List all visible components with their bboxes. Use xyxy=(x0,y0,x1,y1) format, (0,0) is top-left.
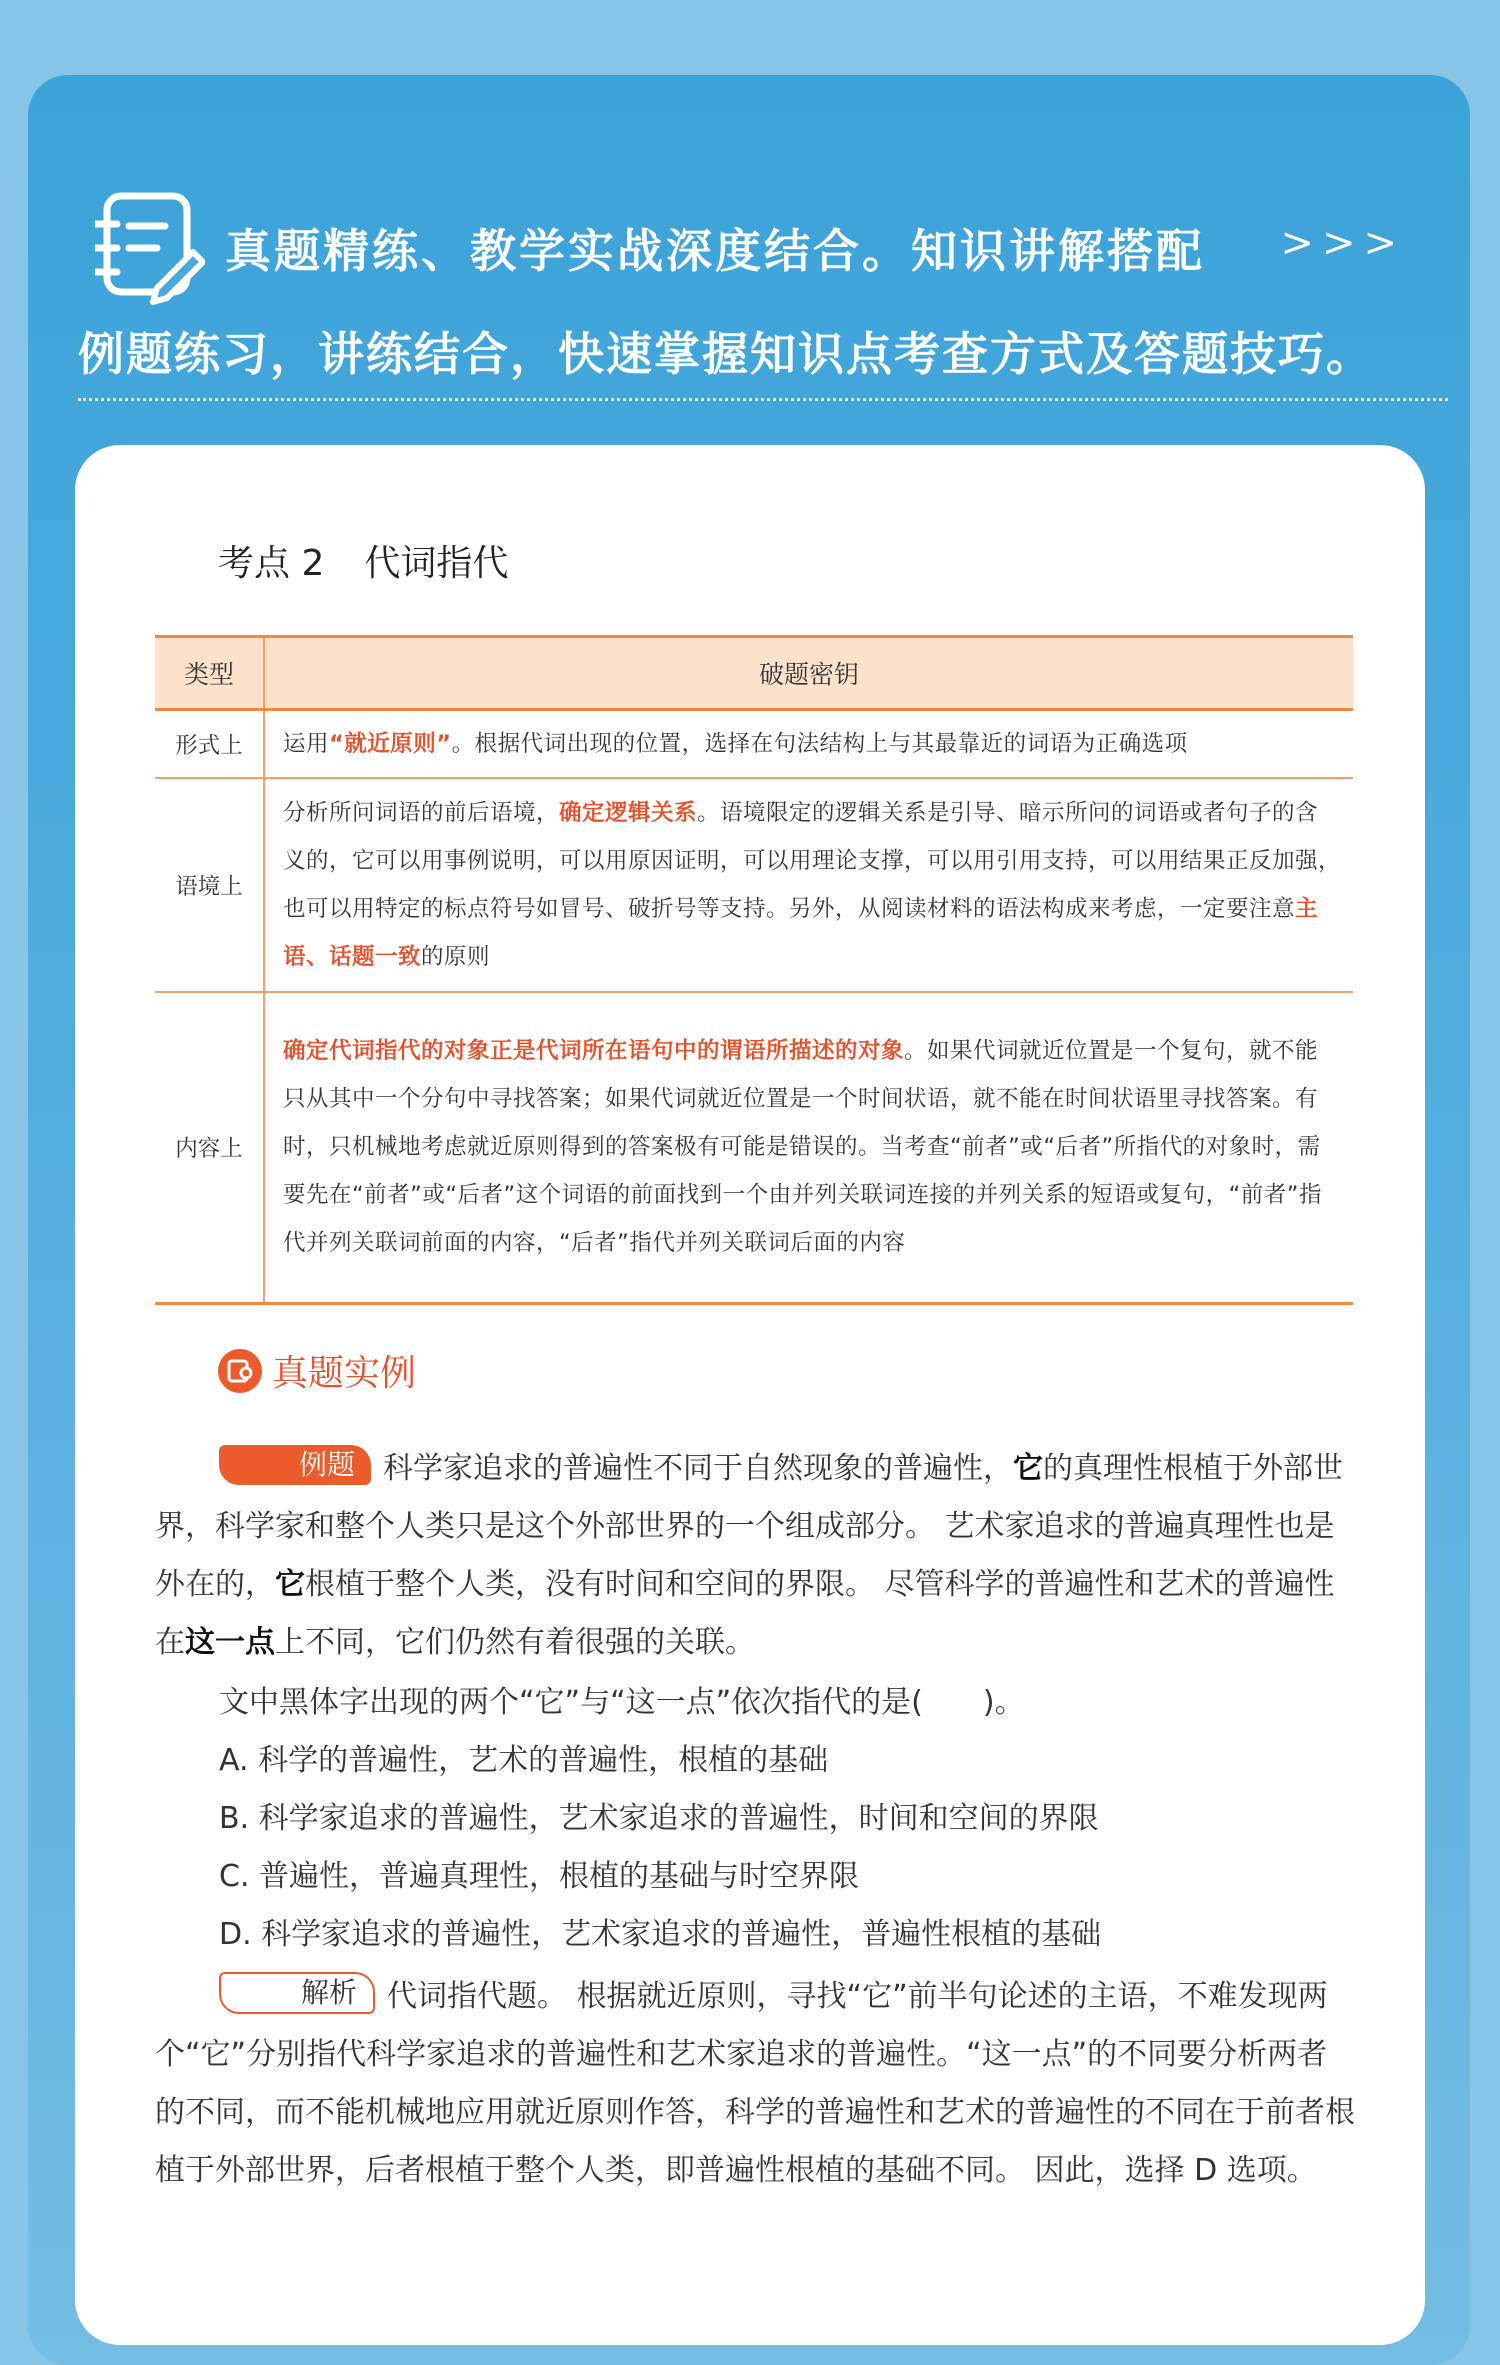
row-type: 语境上 xyxy=(155,778,264,992)
headline-line2: 例题练习，讲练结合，快速掌握知识点考查方式及答题技巧。 xyxy=(78,327,1374,381)
row-content: 分析所问词语的前后语境，确定逻辑关系。语境限定的逻辑关系是引导、暗示所问的词语或者句子的含义的，它可以用事例说明，可以用原因证明，可以用理论支撑，可以用引用支持，可以用结果正反加强，也可以用特定的标点符号如冒号、破折号等支持。另外，从阅读材料的语法构成来考虑，一定要注意主语、话题一致的原则 xyxy=(264,778,1353,992)
section-heading xyxy=(218,1345,416,1395)
section-title: 真题实例 xyxy=(272,1353,417,1394)
col-header-key: 破题密钥 xyxy=(264,637,1353,710)
col-header-type: 类型 xyxy=(155,637,264,710)
option-d: D. 科学家追求的普遍性，艺术家追求的普遍性，普遍性根植的基础 xyxy=(219,1917,1102,1952)
topic-name: 代词指代 xyxy=(364,543,509,584)
chevron-right-icon: >>> xyxy=(1280,220,1405,266)
row-content: 运用“就近原则”。根据代词出现的位置，选择在句法结构上与其最靠近的词语为正确选项 xyxy=(264,710,1353,778)
table-row xyxy=(155,778,1353,992)
topic-number: 考点 2 xyxy=(218,543,325,584)
analysis-block xyxy=(155,1968,1355,2200)
highlight-text: 确定逻辑关系 xyxy=(559,799,698,826)
dotted-divider xyxy=(78,398,1448,401)
example-tag: 例题 xyxy=(219,1445,371,1485)
example-paragraph: 例题 科学家追求的普遍性不同于自然现象的普遍性，它的真理性根植于外部世界，科学家和整个人类只是这个外部世界的一个组成部分。 艺术家追求的普遍真理性也是外在的，它根植于整个人类，没有时间和空间的界限。 尽管科学的普遍性和艺术的普遍性在这一点上不同，它们仍然有着很强的关联。 xyxy=(155,1440,1355,1672)
row-type: 形式上 xyxy=(155,710,264,778)
tips-table xyxy=(155,635,1353,1305)
question-block xyxy=(155,1674,1355,1964)
row-type: 内容上 xyxy=(155,992,264,1304)
exam-book-icon xyxy=(218,1349,262,1393)
table-row xyxy=(155,992,1353,1304)
highlight-text: 确定代词指代的对象正是代词所在语句中的谓语所描述的对象 xyxy=(283,1038,905,1065)
option-a: A. 科学的普遍性，艺术的普遍性，根植的基础 xyxy=(219,1743,829,1778)
analysis-tag: 解析 xyxy=(219,1972,375,2014)
table-header-row xyxy=(155,637,1353,710)
option-b: B. 科学家追求的普遍性，艺术家追求的普遍性，时间和空间的界限 xyxy=(219,1801,1099,1836)
topic-title xyxy=(218,535,508,586)
example-block xyxy=(155,1440,1355,1672)
highlight-text: 主语、话题一致 xyxy=(283,895,1319,970)
table-row xyxy=(155,710,1353,778)
row-content: 确定代词指代的对象正是代词所在语句中的谓语所描述的对象。如果代词就近位置是一个复句，就不能只从其中一个分句中寻找答案；如果代词就近位置是一个时间状语，就不能在时间状语里寻找答案。有时，只机械地考虑就近原则得到的答案极有可能是错误的。当考查“前者”或“后者”所指代的对象时，需要先在“前者”或“后者”这个词语的前面找到一个由并列关联词连接的并列关系的短语或复句，“前者”指代并列关联词前面的内容，“后者”指代并列关联词后面的内容 xyxy=(264,992,1353,1304)
analysis-paragraph: 解析 代词指代题。 根据就近原则，寻找“它”前半句论述的主语，不难发现两个“它”分别指代科学家追求的普遍性和艺术家追求的普遍性。“这一点”的不同要分析两者的不同，而不能机械地应用就近原则作答，科学的普遍性和艺术的普遍性的不同在于前者根植于外部世界，后者根植于整个人类，即普遍性根植的基础不同。 因此，选择 D 选项。 xyxy=(155,1968,1355,2200)
highlight-text: “就近原则” xyxy=(329,730,452,757)
question-text: 文中黑体字出现的两个“它”与“这一点”依次指代的是( )。 xyxy=(219,1685,1025,1720)
header-row xyxy=(95,180,1415,310)
option-c: C. 普遍性，普遍真理性，根植的基础与时空界限 xyxy=(219,1859,860,1894)
headline-line1: 真题精练、教学实战深度结合。知识讲解搭配 xyxy=(225,224,1205,278)
document-edit-icon xyxy=(95,190,205,305)
